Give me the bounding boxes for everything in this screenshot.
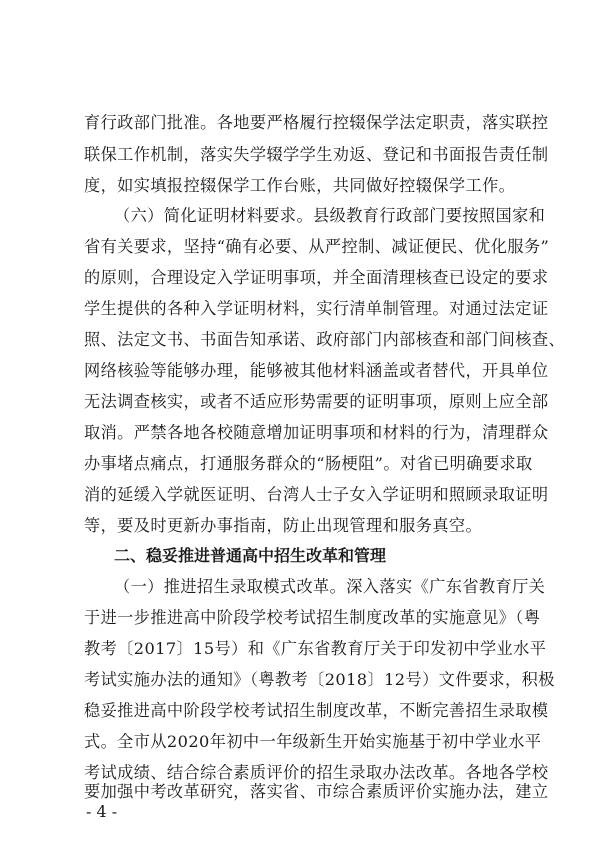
paragraph-line: （一）推进招生录取模式改革。深入落实《广东省教育厅关	[114, 577, 546, 596]
paragraph-line: 等，要及时更新办事指南，防止出现管理和服务真空。	[84, 516, 483, 535]
paragraph-line: 教考〔2017〕15号）和《广东省教育厅关于印发初中学业水平	[84, 639, 547, 658]
paragraph-line: 要加强中考改革研究，落实省、市综合素质评价实施办法，建立	[84, 782, 549, 801]
paragraph-line: （六）简化证明材料要求。县级教育行政部门要按照国家和	[114, 206, 546, 225]
paragraph-line: 育行政部门批准。各地要严格履行控辍保学法定职责，落实联控	[84, 113, 549, 132]
paragraph-line: 取消。严禁各地各校随意增加证明事项和材料的行为，清理群众	[84, 423, 549, 442]
paragraph-line: 照、法定文书、书面告知承诺、政府部门内部核查和部门间核查、	[84, 330, 566, 349]
paragraph-line: 办事堵点痛点，打通服务群众的“肠梗阻”。对省已明确要求取	[84, 454, 533, 473]
page-number: - 4 -	[86, 802, 118, 821]
paragraph-line: 式。全市从2020年初中一年级新生开始实施基于初中学业水平	[84, 732, 542, 751]
paragraph-line: 考试实施办法的通知》（粤教考〔2018〕12号）文件要求，积极	[84, 670, 555, 689]
paragraph-line: 考试成绩、结合综合素质评价的招生录取办法改革。各地各学校	[84, 763, 549, 782]
paragraph-line: 联保工作机制，落实失学辍学学生劝返、登记和书面报告责任制	[84, 145, 549, 164]
paragraph-line: 网络核验等能够办理，能够被其他材料涵盖或者替代，开具单位	[84, 361, 549, 380]
paragraph-line: 学生提供的各种入学证明材料，实行清单制管理。对通过法定证	[84, 299, 549, 318]
paragraph-line: 度，如实填报控辍保学工作台账，共同做好控辍保学工作。	[84, 176, 516, 195]
paragraph-line: 稳妥推进高中阶段学校考试招生制度改革，不断完善招生录取模	[84, 701, 549, 720]
paragraph-line: 无法调查核实，或者不适应形势需要的证明事项，原则上应全部	[84, 392, 549, 411]
paragraph-line: 的原则，合理设定入学证明事项，并全面清理核查已设定的要求	[84, 268, 549, 287]
paragraph-line: 于进一步推进高中阶段学校考试招生制度改革的实施意见》（粤	[84, 608, 541, 627]
section-heading: 二、稳妥推进普通高中招生改革和管理	[114, 546, 387, 565]
paragraph-line: 省有关要求，坚持“确有必要、从严控制、减证便民、优化服务”	[84, 237, 550, 256]
paragraph-line: 消的延缓入学就医证明、台湾人士子女入学证明和照顾录取证明	[84, 485, 549, 504]
